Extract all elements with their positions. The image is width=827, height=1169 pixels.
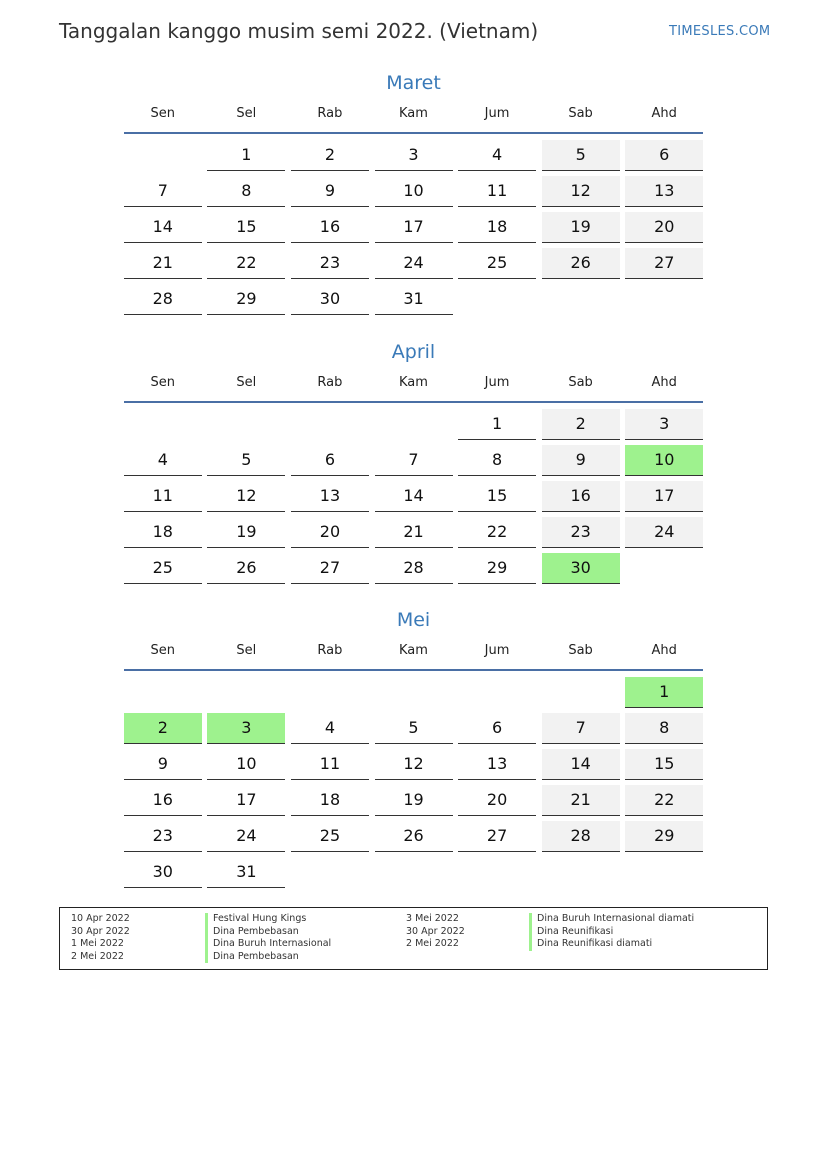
day-cell[interactable]: 5 [375, 713, 453, 744]
legend-right-dates [406, 913, 465, 951]
weekday-label: Sab [568, 642, 593, 658]
day-cell[interactable]: 1 [207, 140, 285, 171]
weekday-header [121, 98, 706, 128]
empty-day-cell [375, 409, 453, 439]
week-row [121, 711, 706, 747]
holiday-legend [59, 907, 768, 970]
week-row [121, 747, 706, 783]
weekday-label: Jum [484, 642, 510, 658]
week-row [121, 855, 706, 891]
day-cell[interactable]: 13 [625, 176, 703, 207]
weekday-label: Sab [568, 105, 593, 121]
day-cell[interactable]: 2 [291, 140, 369, 171]
day-cell[interactable]: 30 [124, 857, 202, 888]
legend-date: 1 Mei 2022 [71, 938, 124, 950]
empty-day-cell [458, 857, 536, 887]
legend-date: 30 Apr 2022 [71, 925, 130, 937]
weekday-label: Sab [568, 374, 593, 390]
empty-day-cell [291, 857, 369, 887]
day-cell[interactable]: 14 [375, 481, 453, 512]
day-cell[interactable]: 23 [291, 248, 369, 279]
day-cell[interactable]: 31 [207, 857, 285, 888]
day-cell[interactable]: 25 [458, 248, 536, 279]
day-cell[interactable]: 5 [542, 140, 620, 171]
day-cell[interactable]: 26 [375, 821, 453, 852]
day-cell[interactable]: 17 [207, 785, 285, 816]
day-cell[interactable]: 8 [458, 445, 536, 476]
day-cell[interactable]: 29 [625, 821, 703, 852]
empty-day-cell [458, 284, 536, 314]
empty-day-cell [207, 409, 285, 439]
empty-day-cell [542, 284, 620, 314]
weekday-header [121, 635, 706, 665]
day-cell[interactable]: 20 [458, 785, 536, 816]
week-row [121, 138, 706, 174]
day-cell[interactable]: 10 [207, 749, 285, 780]
day-cell[interactable]: 24 [375, 248, 453, 279]
week-row [121, 407, 706, 443]
day-cell[interactable]: 18 [291, 785, 369, 816]
weekday-header [121, 367, 706, 397]
day-cell[interactable]: 25 [291, 821, 369, 852]
day-cell[interactable]: 27 [291, 553, 369, 584]
legend-holiday-name: Dina Pembebasan [205, 951, 331, 964]
legend-left-dates [71, 913, 130, 963]
empty-day-cell [124, 140, 202, 170]
day-cell[interactable]: 30 [291, 284, 369, 315]
week-row [121, 174, 706, 210]
day-cell[interactable]: 6 [625, 140, 703, 171]
week-row [121, 282, 706, 318]
day-cell[interactable]: 18 [124, 517, 202, 548]
day-cell[interactable]: 6 [291, 445, 369, 476]
weekday-label: Ahd [651, 105, 677, 121]
weekday-label: Sen [150, 642, 176, 658]
day-cell[interactable]: 18 [458, 212, 536, 243]
weekday-label: Kam [399, 642, 428, 658]
week-row [121, 515, 706, 551]
weekday-label: Sen [150, 374, 176, 390]
holiday-day-cell[interactable]: 30 [542, 553, 620, 584]
week-row [121, 246, 706, 282]
holiday-day-cell[interactable]: 3 [207, 713, 285, 744]
legend-holiday-name: Dina Buruh Internasional diamati [529, 913, 694, 926]
legend-holiday-name: Dina Reunifikasi diamati [529, 938, 694, 951]
day-cell[interactable]: 7 [542, 713, 620, 744]
day-cell[interactable]: 1 [458, 409, 536, 440]
holiday-day-cell[interactable]: 1 [625, 677, 703, 708]
legend-date: 10 Apr 2022 [71, 913, 130, 924]
empty-day-cell [375, 677, 453, 707]
month-maret [121, 68, 706, 318]
weekday-label: Rab [317, 642, 343, 658]
weekday-label: Jum [484, 105, 510, 121]
day-cell[interactable]: 28 [124, 284, 202, 315]
day-cell[interactable]: 16 [291, 212, 369, 243]
day-cell[interactable]: 28 [542, 821, 620, 852]
day-cell[interactable]: 25 [124, 553, 202, 584]
legend-date: 2 Mei 2022 [406, 938, 459, 950]
week-row [121, 443, 706, 479]
day-cell[interactable]: 29 [207, 284, 285, 315]
day-cell[interactable]: 20 [625, 212, 703, 243]
day-cell[interactable]: 9 [291, 176, 369, 207]
day-cell[interactable]: 16 [124, 785, 202, 816]
weekday-label: Rab [317, 105, 343, 121]
day-cell[interactable]: 2 [542, 409, 620, 440]
empty-day-cell [458, 677, 536, 707]
day-cell[interactable]: 17 [375, 212, 453, 243]
day-cell[interactable]: 8 [207, 176, 285, 207]
day-cell[interactable]: 15 [207, 212, 285, 243]
day-cell[interactable]: 15 [625, 749, 703, 780]
month-title: Mei [396, 609, 431, 631]
weekday-label: Ahd [651, 374, 677, 390]
day-cell[interactable]: 31 [375, 284, 453, 315]
day-cell[interactable]: 23 [124, 821, 202, 852]
day-cell[interactable]: 13 [291, 481, 369, 512]
week-row [121, 819, 706, 855]
day-cell[interactable]: 8 [625, 713, 703, 744]
day-cell[interactable]: 14 [542, 749, 620, 780]
day-cell[interactable]: 9 [542, 445, 620, 476]
week-row [121, 479, 706, 515]
day-cell[interactable]: 23 [542, 517, 620, 548]
day-cell[interactable]: 11 [291, 749, 369, 780]
empty-day-cell [291, 677, 369, 707]
day-cell[interactable]: 13 [458, 749, 536, 780]
weekday-label: Kam [399, 374, 428, 390]
empty-day-cell [207, 677, 285, 707]
day-cell[interactable]: 16 [542, 481, 620, 512]
day-cell[interactable]: 20 [291, 517, 369, 548]
day-cell[interactable]: 28 [375, 553, 453, 584]
day-cell[interactable]: 7 [124, 176, 202, 207]
day-cell[interactable]: 21 [375, 517, 453, 548]
day-cell[interactable]: 3 [625, 409, 703, 440]
day-cell[interactable]: 19 [375, 785, 453, 816]
day-cell[interactable]: 24 [207, 821, 285, 852]
empty-day-cell [625, 284, 703, 314]
empty-day-cell [625, 857, 703, 887]
week-row [121, 210, 706, 246]
weekday-label: Sel [236, 374, 257, 390]
brand-link[interactable]: TIMESLES.COM [669, 24, 771, 39]
day-cell[interactable]: 17 [625, 481, 703, 512]
day-cell[interactable]: 5 [207, 445, 285, 476]
month-title: Maret [386, 72, 441, 94]
day-cell[interactable]: 19 [207, 517, 285, 548]
day-cell[interactable]: 9 [124, 749, 202, 780]
day-cell[interactable]: 29 [458, 553, 536, 584]
weekday-label: Ahd [651, 642, 677, 658]
day-cell[interactable]: 26 [542, 248, 620, 279]
day-cell[interactable]: 21 [542, 785, 620, 816]
day-cell[interactable]: 27 [458, 821, 536, 852]
weekday-label: Rab [317, 374, 343, 390]
weekday-label: Sen [150, 105, 176, 121]
week-row [121, 783, 706, 819]
empty-day-cell [625, 553, 703, 583]
day-cell[interactable]: 7 [375, 445, 453, 476]
empty-day-cell [542, 677, 620, 707]
legend-holiday-name: Dina Reunifikasi [529, 926, 694, 939]
day-cell[interactable]: 19 [542, 212, 620, 243]
legend-holiday-name: Dina Pembebasan [205, 926, 331, 939]
empty-day-cell [124, 677, 202, 707]
holiday-day-cell[interactable]: 2 [124, 713, 202, 744]
day-cell[interactable]: 24 [625, 517, 703, 548]
legend-holiday-name: Festival Hung Kings [205, 913, 331, 926]
day-cell[interactable]: 12 [207, 481, 285, 512]
day-cell[interactable]: 27 [625, 248, 703, 279]
day-cell[interactable]: 3 [375, 140, 453, 171]
legend-holiday-name: Dina Buruh Internasional [205, 938, 331, 951]
empty-day-cell [375, 857, 453, 887]
page-title: Tanggalan kanggo musim semi 2022. (Vietnam) [59, 19, 539, 43]
day-cell[interactable]: 22 [207, 248, 285, 279]
month-april [121, 337, 706, 587]
day-cell[interactable]: 12 [542, 176, 620, 207]
month-mei [121, 605, 706, 891]
day-cell[interactable]: 10 [375, 176, 453, 207]
day-cell[interactable]: 11 [458, 176, 536, 207]
week-row [121, 675, 706, 711]
month-title: April [391, 341, 436, 363]
legend-date: 2 Mei 2022 [71, 950, 124, 962]
weekday-label: Kam [399, 105, 428, 121]
day-cell[interactable]: 26 [207, 553, 285, 584]
day-cell[interactable]: 14 [124, 212, 202, 243]
week-row [121, 551, 706, 587]
day-cell[interactable]: 4 [458, 140, 536, 171]
weekday-label: Sel [236, 105, 257, 121]
day-cell[interactable]: 4 [291, 713, 369, 744]
empty-day-cell [542, 857, 620, 887]
empty-day-cell [124, 409, 202, 439]
legend-right-names [529, 913, 694, 951]
weekday-label: Sel [236, 642, 257, 658]
empty-day-cell [291, 409, 369, 439]
day-cell[interactable]: 6 [458, 713, 536, 744]
day-cell[interactable]: 15 [458, 481, 536, 512]
day-cell[interactable]: 11 [124, 481, 202, 512]
day-cell[interactable]: 4 [124, 445, 202, 476]
legend-date: 3 Mei 2022 [406, 913, 459, 924]
day-cell[interactable]: 22 [625, 785, 703, 816]
weekday-label: Jum [484, 374, 510, 390]
legend-left-names [205, 913, 331, 963]
day-cell[interactable]: 12 [375, 749, 453, 780]
day-cell[interactable]: 21 [124, 248, 202, 279]
holiday-day-cell[interactable]: 10 [625, 445, 703, 476]
legend-date: 30 Apr 2022 [406, 925, 465, 937]
day-cell[interactable]: 22 [458, 517, 536, 548]
